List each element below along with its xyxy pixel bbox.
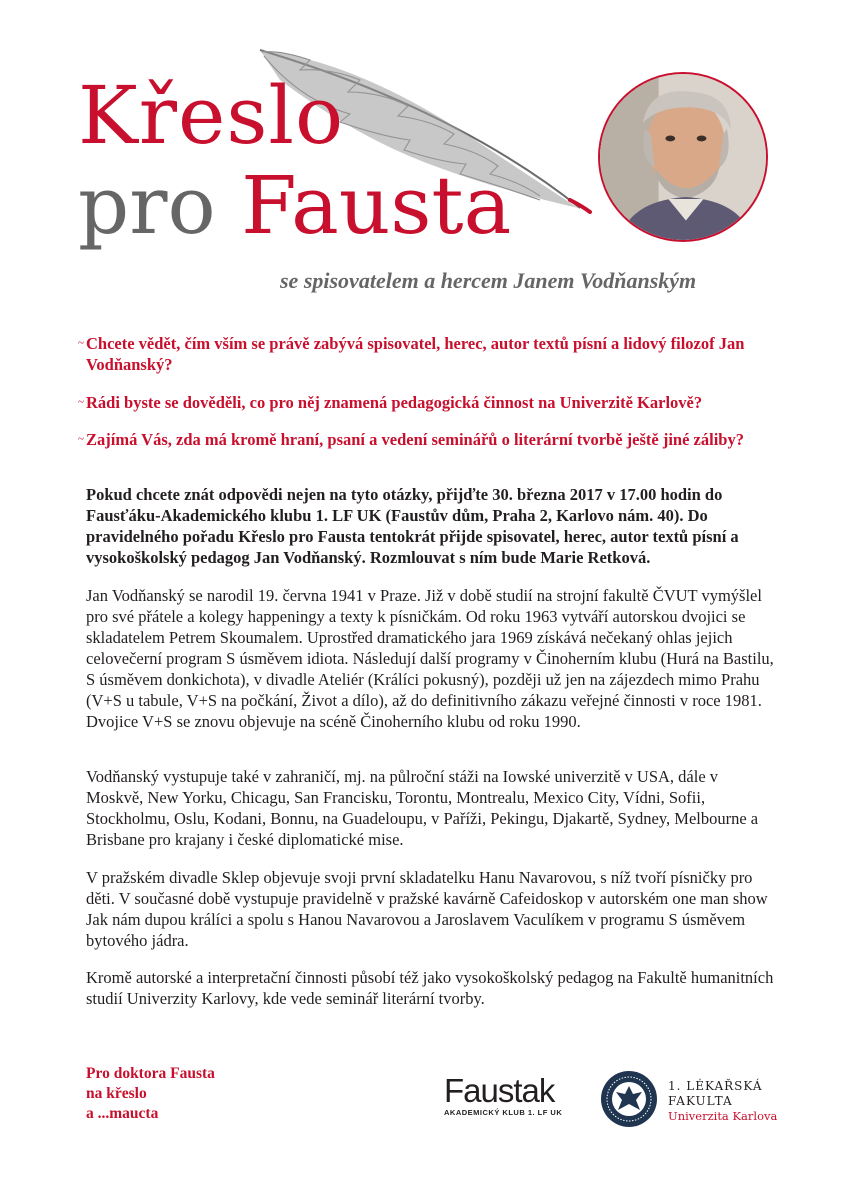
- faustak-logo: [444, 1074, 570, 1117]
- university-seal-icon: [600, 1070, 658, 1128]
- body-paragraph: Vodňanský vystupuje také v zahraničí, mj. na půlroční stáži na Iowské univerzitě v USA, dále v Moskvě, New Yorku, Chicagu, San Francisku, Torontu, Montrealu, Mexico City, Vídni, Sofii, Stockholmu, Oslu, Kodani, Bonnu, na Guadeloupu, v Paříži, Pekingu, Djakartě, Sydney, Melbourne a Brisbane pro krajany i české diplomatické mise.: [86, 767, 759, 849]
- lf-logo-line: 1. LÉKAŘSKÁ: [668, 1079, 763, 1093]
- lf-logo-line: FAKULTA: [668, 1094, 733, 1108]
- question-marker: ~: [78, 396, 84, 408]
- body-paragraph: Kromě autorské a interpretační činnosti působí též jako vysokoškolský pedagog na Fakultě humanitních studií Univerzity Karlovy, kde vede seminář literární tvorby.: [86, 968, 774, 1008]
- faustak-logo-subtitle: AKADEMICKÝ KLUB 1. LF UK: [444, 1108, 563, 1117]
- title-word-fausta: Fausta: [241, 159, 512, 252]
- question-marker: ~: [78, 337, 84, 349]
- question-text: Zajímá Vás, zda má kromě hraní, psaní a vedení seminářů o literární tvorbě ještě jiné záliby?: [86, 430, 744, 449]
- page-title-line1: Křeslo: [78, 69, 345, 162]
- question-item: [78, 429, 786, 450]
- title-word-pro: pro: [78, 159, 216, 252]
- intro-paragraph: Pokud chcete znát odpovědi nejen na tyto otázky, přijďte 30. března 2017 v 17.00 hodin do Fausťáku-Akademického klubu 1. LF UK (Faustův dům, Praha 2, Karlovo nám. 40). Do pravidelného pořadu Křeslo pro Fausta tentokrát přijde spisovatel, herec, autor textů písní a vysokoškolský pedagog Jan Vodňanský. Rozmlouvat s ním bude Marie Retková.: [86, 485, 739, 567]
- motto-line: Pro doktora Fausta: [86, 1065, 215, 1082]
- faustak-logo-word: Faustak: [444, 1072, 555, 1109]
- question-item: [78, 392, 786, 413]
- lf-logo-line: Univerzita Karlova: [668, 1109, 778, 1123]
- page-subtitle: se spisovatelem a hercem Janem Vodňanským: [280, 268, 697, 293]
- lf-logo-text: [668, 1079, 777, 1124]
- question-text: Chcete vědět, čím vším se právě zabývá spisovatel, herec, autor textů písní a lidový filozof Jan Vodňanský?: [86, 334, 745, 374]
- page-title-line2: [78, 159, 512, 252]
- portrait-photo: [598, 72, 768, 242]
- body-paragraph: V pražském divadle Sklep objevuje svoji první skladatelku Hanu Navarovou, s níž tvoří písničky pro děti. V současné době vystupuje pravidelně v pražské kavárně Cafeidoskop v autorském one man show Jak nám dupou králíci a spolu s Hanou Navarovou a Jaroslavem Vaculíkem v programu S úsměvem bytového jádra.: [86, 868, 768, 950]
- motto-line: na křeslo: [86, 1085, 147, 1102]
- motto: [86, 1064, 215, 1124]
- question-item: [78, 333, 786, 375]
- motto-line: a ...maucta: [86, 1105, 159, 1122]
- question-text: Rádi byste se dověděli, co pro něj znamená pedagogická činnost na Univerzitě Karlově?: [86, 393, 703, 412]
- question-marker: ~: [78, 433, 84, 445]
- body-paragraph: Jan Vodňanský se narodil 19. června 1941 v Praze. Již v době studií na strojní fakultě ČVUT vymýšlel pro své přátele a kolegy happeningy a texty k písničkám. Od roku 1963 vytváří autorskou dvojici se skladatelem Petrem Skoumalem. Uprostřed dramatického jara 1969 získává nečekaný ohlas jejich celovečerní program S úsměvem idiota. Následují další programy v Činoherním klubu (Hurá na Bastilu, S úsměvem donkichota), v divadle Ateliér (Králíci pokusný), později už jen na zájezdech mimo Prahu (V+S u tabule, V+S na počkání, Život a dílo), až do definitivního zákazu veřejné činnosti v roce 1981. Dvojice V+S se znovu objevuje na scéně Činoherního klubu od roku 1990.: [86, 586, 774, 731]
